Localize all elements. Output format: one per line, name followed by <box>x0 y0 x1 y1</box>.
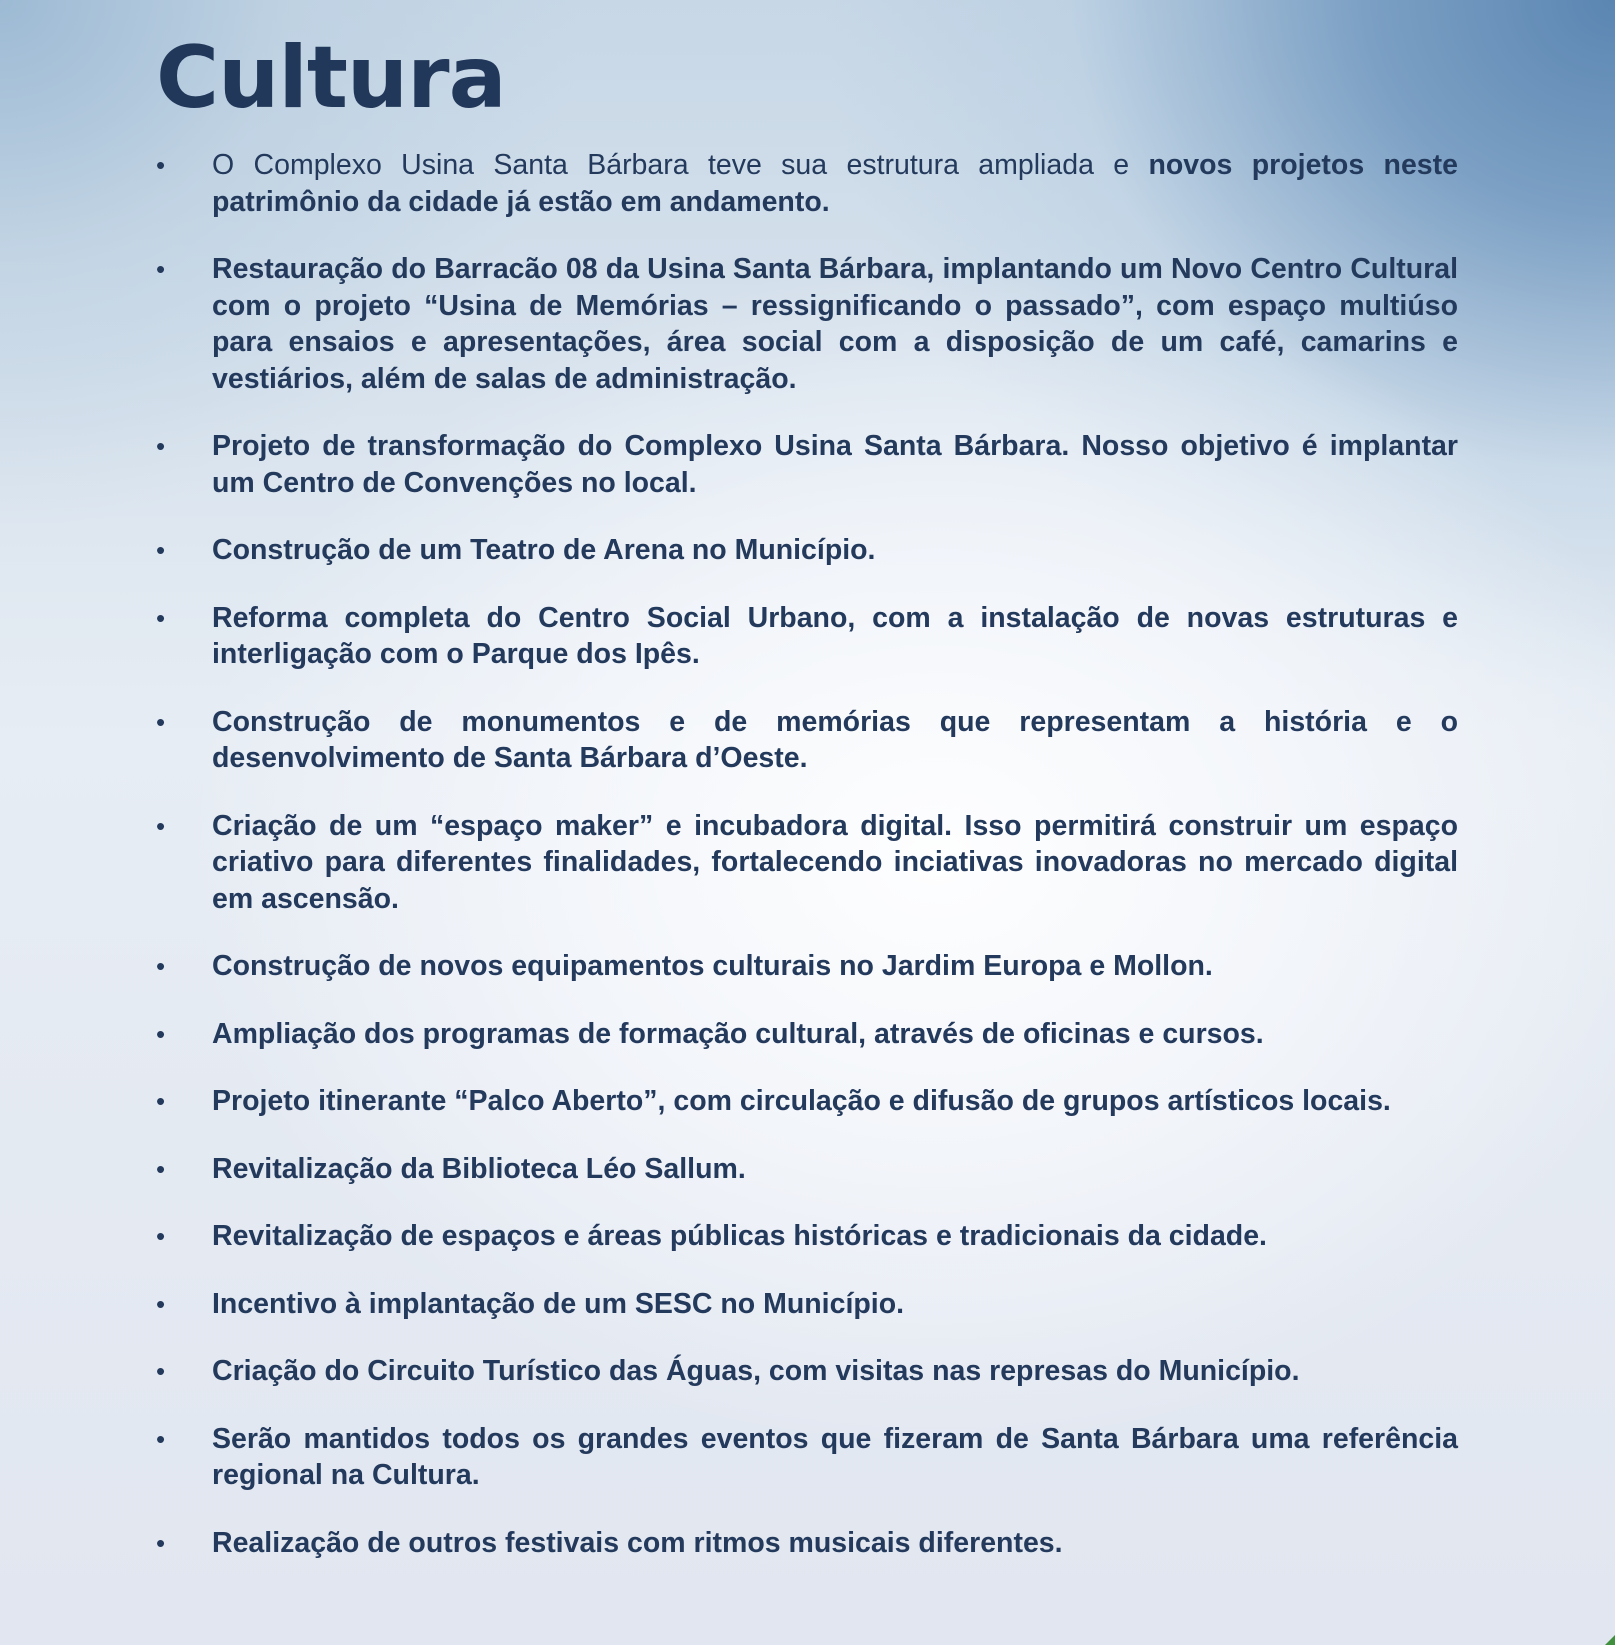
list-item <box>156 532 1458 569</box>
list-item <box>156 1151 1458 1188</box>
bullet-icon: • <box>156 1288 166 1319</box>
item-text-normal: O Complexo Usina Santa Bárbara teve sua estrutura ampliada e <box>212 149 1149 181</box>
list-item <box>156 600 1458 673</box>
bullet-icon: • <box>156 602 166 633</box>
list-item <box>156 1083 1458 1120</box>
item-text: Projeto itinerante “Palco Aberto”, com circulação e difusão de grupos artísticos locais. <box>212 1085 1391 1117</box>
list-item <box>156 704 1458 777</box>
bullet-icon: • <box>156 1527 166 1558</box>
item-text: Reforma completa do Centro Social Urbano, com a instalação de novas estruturas e interligação com o Parque dos Ipês. <box>212 601 1458 670</box>
item-text: Serão mantidos todos os grandes eventos que fizeram de Santa Bárbara uma referência regional na Cultura. <box>212 1422 1458 1491</box>
bullet-icon: • <box>156 1423 166 1454</box>
list-item <box>156 251 1458 397</box>
item-text: Incentivo à implantação de um SESC no Município. <box>212 1287 905 1320</box>
item-text: Criação de um “espaço maker” e incubadora digital. Isso permitirá construir um espaço criativo para diferentes finalidades, fortalecendo inciativas inovadoras no mercado digital em ascensão. <box>212 809 1458 915</box>
list-item <box>156 147 1458 220</box>
list-item <box>156 428 1458 501</box>
page-corner-accent <box>1605 1635 1615 1645</box>
bullet-icon: • <box>156 535 166 565</box>
bullet-icon: • <box>156 431 166 461</box>
bullet-icon: • <box>156 1086 166 1116</box>
item-text: Ampliação dos programas de formação cultural, através de oficinas e cursos. <box>212 1017 1264 1050</box>
item-text-bold: novos projetos neste patrimônio da cidade já estão em andamento. <box>212 149 1458 218</box>
bullet-list <box>156 147 1458 1592</box>
list-item <box>156 1525 1458 1562</box>
bullet-icon: • <box>156 150 166 180</box>
item-text: Criação do Circuito Turístico das Águas, com visitas nas represas do Município. <box>212 1355 1300 1387</box>
bullet-icon: • <box>156 810 166 841</box>
item-text: Revitalização de espaços e áreas públicas históricas e tradicionais da cidade. <box>212 1220 1267 1252</box>
list-item <box>156 1421 1458 1494</box>
page-title: Cultura <box>156 28 506 128</box>
bullet-icon: • <box>156 1153 166 1184</box>
item-text: Projeto de transformação do Complexo Usina Santa Bárbara. Nosso objetivo é implantar um Centro de Convenções no local. <box>212 430 1458 499</box>
list-item <box>156 1286 1458 1323</box>
list-item <box>156 1016 1458 1053</box>
bullet-icon: • <box>156 254 166 284</box>
list-item <box>156 948 1458 985</box>
item-text: Construção de novos equipamentos culturais no Jardim Europa e Mollon. <box>212 950 1213 982</box>
bullet-icon: • <box>156 1356 166 1386</box>
bullet-icon: • <box>156 1221 166 1251</box>
bullet-icon: • <box>156 706 166 737</box>
bullet-icon: • <box>156 951 166 981</box>
list-item <box>156 1353 1458 1390</box>
item-text: Realização de outros festivais com ritmos musicais diferentes. <box>212 1526 1063 1559</box>
item-text: Restauração do Barracão 08 da Usina Santa Bárbara, implantando um Novo Centro Cultural com o projeto “Usina de Memórias – ressignificando o passado”, com espaço multiúso para ensaios e apresentações, área social com a disposição de um café, camarins e vestiários, além de salas de administração. <box>212 253 1458 395</box>
list-item <box>156 1218 1458 1255</box>
item-text: Construção de monumentos e de memórias que representam a história e o desenvolvimento de Santa Bárbara d’Oeste. <box>212 705 1458 774</box>
item-text: Construção de um Teatro de Arena no Município. <box>212 534 876 566</box>
item-text: Revitalização da Biblioteca Léo Sallum. <box>212 1152 746 1185</box>
bullet-icon: • <box>156 1018 166 1049</box>
list-item <box>156 808 1458 918</box>
